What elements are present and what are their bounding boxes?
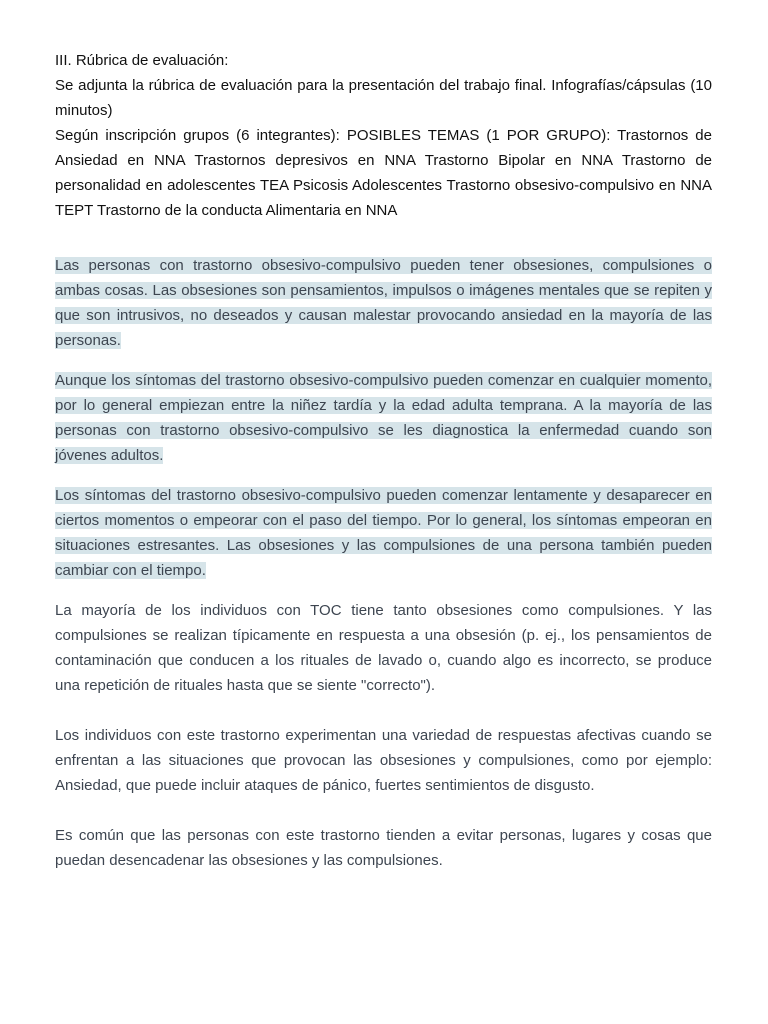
- highlighted-paragraph: [55, 253, 712, 353]
- highlighted-text: Las personas con trastorno obsesivo-compulsivo pueden tener obsesiones, compulsiones o ambas cosas. Las obsesiones son pensamientos, impulsos o imágenes mentales que se repiten y que son intrusivos, no deseados y causan malestar provocando ansiedad en la mayoría de las personas.: [55, 257, 712, 349]
- body-paragraph: Los individuos con este trastorno experimentan una variedad de respuestas afectivas cuando se enfrentan a las situaciones que provocan las obsesiones y compulsiones, como por ejemplo: Ansiedad, que puede incluir ataques de pánico, fuertes sentimientos de disgusto.: [55, 727, 712, 794]
- highlighted-text: Los síntomas del trastorno obsesivo-compulsivo pueden comenzar lentamente y desaparecer en ciertos momentos o empeorar con el paso del tiempo. Por lo general, los síntomas empeoran en situaciones estresantes. Las obsesiones y las compulsiones de una persona también pueden cambiar con el tiempo.: [55, 487, 712, 579]
- intro-topics-text: Según inscripción grupos (6 integrantes): POSIBLES TEMAS (1 POR GRUPO): Trastornos de Ansiedad en NNA Trastornos depresivos en NNA Trastorno Bipolar en NNA Trastorno de personalidad en adolescentes TEA Psicosis Adolescentes Trastorno obsesivo-compulsivo en NNA TEPT Trastorno de la conducta Alimentaria en NNA: [55, 127, 712, 219]
- body-paragraph: Es común que las personas con este trastorno tienden a evitar personas, lugares y cosas que puedan desencadenar las obsesiones y las compulsiones.: [55, 827, 712, 869]
- body-paragraph: La mayoría de los individuos con TOC tiene tanto obsesiones como compulsiones. Y las compulsiones se realizan típicamente en respuesta a una obsesión (p. ej., los pensamientos de contaminación que conducen a los rituales de lavado o, cuando algo es incorrecto, se produce una repetición de rituales hasta que se siente "correcto").: [55, 602, 712, 694]
- section-heading: III. Rúbrica de evaluación:: [55, 52, 229, 69]
- highlighted-paragraph: [55, 368, 712, 468]
- intro-section: [55, 48, 712, 223]
- highlighted-paragraph: [55, 483, 712, 583]
- intro-rubric-text: Se adjunta la rúbrica de evaluación para la presentación del trabajo final. Infografías/cápsulas (10 minutos): [55, 77, 712, 119]
- highlighted-text: Aunque los síntomas del trastorno obsesivo-compulsivo pueden comenzar en cualquier momento, por lo general empiezan entre la niñez tardía y la edad adulta temprana. A la mayoría de las personas con trastorno obsesivo-compulsivo se les diagnostica la enfermedad cuando son jóvenes adultos.: [55, 372, 712, 464]
- document-page: [55, 48, 712, 873]
